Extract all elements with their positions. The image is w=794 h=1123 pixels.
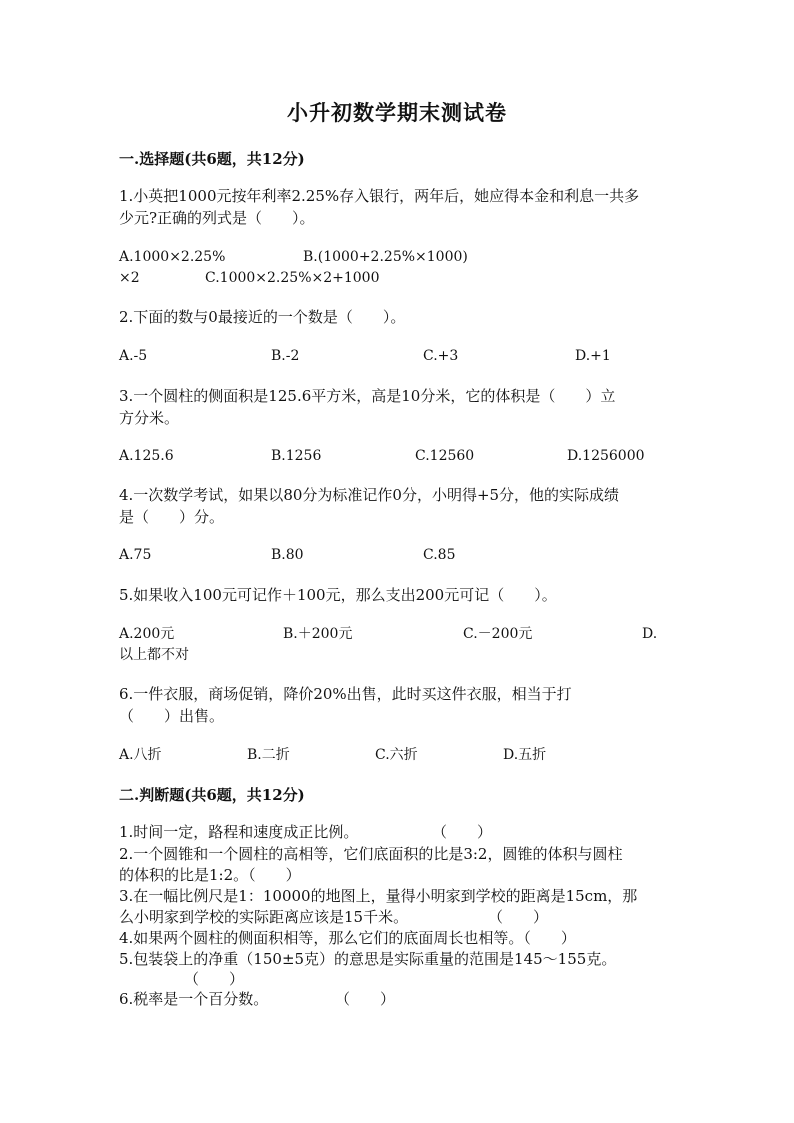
question-6-option-d: D.五折 <box>503 747 547 763</box>
judge-2-line-2: 的体积的比是1:2。（ ） <box>119 866 301 884</box>
question-1-option-b: B.(1000+2.25%×1000) <box>303 249 468 265</box>
question-1-option-b-cont: ×2 <box>119 270 140 286</box>
question-4-option-a: A.75 <box>119 547 152 563</box>
question-3-option-c: C.12560 <box>415 448 475 464</box>
question-5-option-c: C.－200元 <box>463 626 533 642</box>
question-4-line-2: 是（ ）分。 <box>119 508 225 526</box>
question-4-option-c: C.85 <box>423 547 456 563</box>
section-choice-heading: 一.选择题(共6题，共12分) <box>119 150 305 168</box>
question-2-option-b: B.-2 <box>271 348 300 364</box>
question-5-option-d: D. <box>642 626 658 642</box>
question-2-option-a: A.-5 <box>119 348 148 364</box>
judge-3-line-2: 么小明家到学校的实际距离应该是15千米。 <box>119 908 409 926</box>
question-4-option-b: B.80 <box>271 547 304 563</box>
question-1-option-a: A.1000×2.25% <box>119 249 226 265</box>
question-6-option-b: B.二折 <box>247 747 290 763</box>
question-5-option-d-text: 以上都不对 <box>119 647 189 663</box>
question-2-option-d: D.+1 <box>575 348 611 364</box>
question-1-option-c: C.1000×2.25%×2+1000 <box>205 270 380 286</box>
question-5-text: 5.如果收入100元可记作＋100元，那么支出200元可记（ ）。 <box>119 586 557 604</box>
question-6-line-1: 6.一件衣服，商场促销，降价20%出售，此时买这件衣服，相当于打 <box>119 685 572 703</box>
judge-1-answer-blank: （ ） <box>432 823 493 841</box>
judge-1-text: 1.时间一定，路程和速度成正比例。 <box>119 823 359 841</box>
question-3-option-d: D.1256000 <box>567 448 645 464</box>
question-6-option-c: C.六折 <box>375 747 418 763</box>
question-6-line-2: （ ）出售。 <box>119 707 225 725</box>
question-6-option-a: A.八折 <box>119 747 162 763</box>
judge-3-answer-blank: （ ） <box>488 908 549 926</box>
page-title: 小升初数学期末测试卷 <box>287 100 507 125</box>
question-2-text: 2.下面的数与0最接近的一个数是（ ）。 <box>119 308 406 326</box>
question-3-option-a: A.125.6 <box>119 448 174 464</box>
question-2-option-c: C.+3 <box>423 348 459 364</box>
judge-3-line-1: 3.在一幅比例尺是1：10000的地图上，量得小明家到学校的距离是15cm，那 <box>119 887 638 905</box>
question-3-line-1: 3.一个圆柱的侧面积是125.6平方米，高是10分米，它的体积是（ ）立 <box>119 387 616 405</box>
judge-6-answer-blank: （ ） <box>335 990 396 1008</box>
question-1-line-1: 1.小英把1000元按年利率2.25%存入银行，两年后，她应得本金和利息一共多 <box>119 187 640 205</box>
question-1-line-2: 少元?正确的列式是（ ）。 <box>119 209 315 227</box>
question-4-line-1: 4.一次数学考试，如果以80分为标准记作0分，小明得+5分，他的实际成绩 <box>119 486 620 504</box>
question-5-option-a: A.200元 <box>119 626 175 642</box>
judge-6-text: 6.税率是一个百分数。 <box>119 990 269 1008</box>
question-5-option-b: B.＋200元 <box>283 626 353 642</box>
section-judge-heading: 二.判断题(共6题，共12分) <box>119 786 305 804</box>
question-3-option-b: B.1256 <box>271 448 322 464</box>
judge-2-line-1: 2.一个圆锥和一个圆柱的高相等，它们底面积的比是3:2，圆锥的体积与圆柱 <box>119 845 623 863</box>
judge-5-answer-blank: （ ） <box>184 970 245 988</box>
judge-4-text: 4.如果两个圆柱的侧面积相等，那么它们的底面周长也相等。（ ） <box>119 929 576 947</box>
question-3-line-2: 方分米。 <box>119 409 180 427</box>
judge-5-text: 5.包装袋上的净重（150±5克）的意思是实际重量的范围是145～155克。 <box>119 950 617 968</box>
